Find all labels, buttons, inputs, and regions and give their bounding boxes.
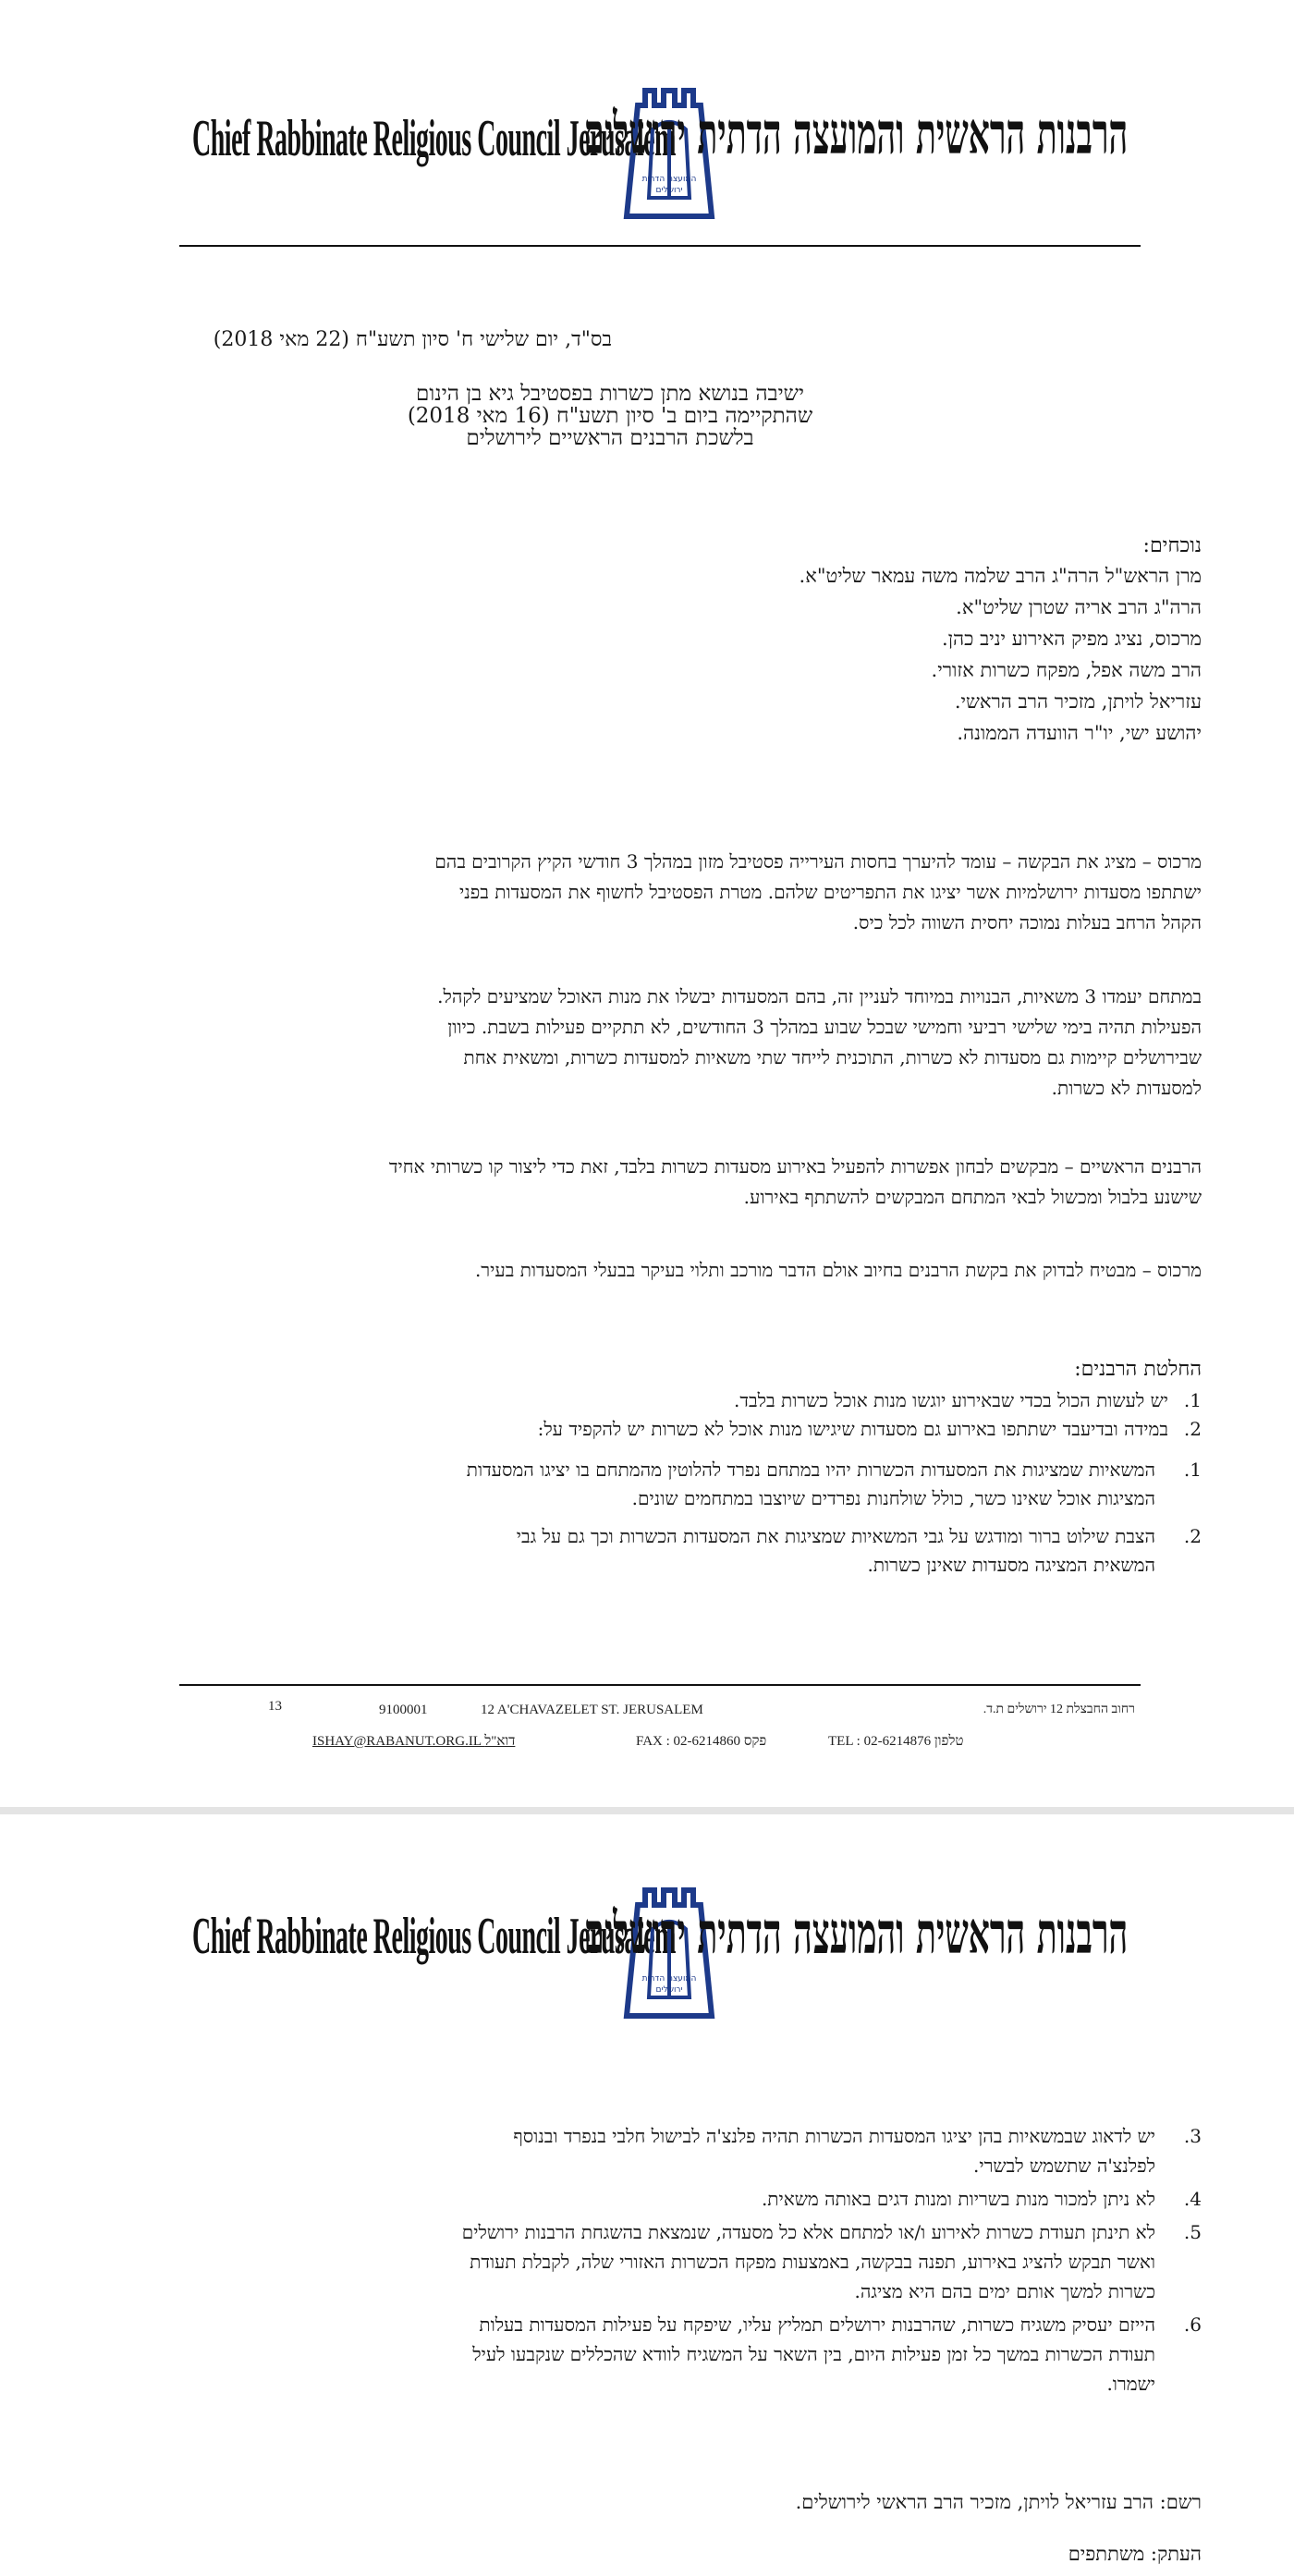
decision-item [166, 1415, 1202, 1444]
decision-text: במידה ובדיעבד ישתתפו באירוע גם מסעדות שיגישו מנות אוכל לא כשרות יש להקפיד על: [537, 1418, 1168, 1440]
meeting-title [351, 383, 869, 449]
footer-email: ISHAY@RABANUT.ORG.IL דוא"ל [312, 1734, 516, 1749]
text-line: הייזם יעסיק משגיח כשרות, שהרבנות ירושלים תמליץ עליו, שיפקח על פעילות המסעדות בעלות [479, 2314, 1155, 2336]
attendee: יהושע ישי, יו"ר הוועדה הממונה. [957, 722, 1202, 744]
text-line: לא תינתן תעודת כשרות לאירוע ו/או למתחם אלא כל מסעדה, שנמצאת בהשגחת הרבנות ירושלים [461, 2221, 1155, 2243]
decision-text [166, 2121, 1155, 2180]
letterhead-hebrew-name: הרבנות הראשית והמועצה הדתית ירושלים [583, 100, 1128, 167]
text-line: המשאיות שמציגות את המסעדות הכשרות יהיו במתחם נפרד להלוטין מהמתחם בו יציגו המסעדות [466, 1459, 1155, 1481]
text-line: יש לדאוג שבמשאיות בהן יציגו המסעדות הכשרות תהיה פלנצ'ה לבישול חלבי בנפרד ובנוסף [513, 2125, 1155, 2147]
decision-item [166, 2121, 1202, 2180]
footer-address-he: רחוב החבצלת 12 ירושלים ת.ד. [983, 1703, 1135, 1716]
attendee: מרכוס, נציג מפיק האירוע יניב כהן. [942, 628, 1202, 650]
attendee: מרן הראש"ל הרה"ג הרב שלמה משה עמאר שליט"א. [799, 565, 1202, 587]
date-line: בס"ד, יום שלישי ח' סיון תשע"ח (22 מאי 2018) [213, 328, 612, 351]
decision-number: 5. [1183, 2221, 1202, 2243]
paragraph-marcus-reply: מרכוס – מבטיח לבדוק את בקשת הרבנים בחיוב אולם הדבר מורכב ותלוי בעיקר בבעלי המסעדות בעיר. [474, 1259, 1202, 1281]
decision-label: החלטת הרבנים: [1074, 1358, 1202, 1381]
logo-caption-1: המועצה הדתית [641, 1974, 697, 1984]
footer-zip: 9100001 [379, 1703, 428, 1717]
sub-decision-text [166, 1456, 1155, 1513]
logo-caption-2: ירושלים [655, 1985, 683, 1995]
sub-decision-list [166, 1456, 1202, 1580]
page-separator [0, 1807, 1294, 1814]
text-line: הקהל הרחב בעלות נמוכה יחסית השווה לכל כיס. [852, 911, 1202, 934]
logo-caption-2: ירושלים [655, 186, 683, 195]
title-line: ישיבה בנושא מתן כשרות בפסטיבל גיא בן הינום [416, 382, 804, 406]
decision-text [166, 2184, 1155, 2214]
letterhead-english-name: Chief Rabbinate Religious Council Jerusalem [192, 110, 676, 167]
attendee: הרה"ג הרב אריה שטרן שליט"א. [956, 596, 1202, 618]
recorded-by: רשם: הרב עזריאל לויתן, מזכיר הרב הראשי לירושלים. [795, 2491, 1202, 2513]
sub-decision-item [166, 1456, 1202, 1513]
text-line: ואשר תבקש להציג באירוע, תפנה בבקשה, באמצעות מפקח הכשרות האזורי שלה, לקבלת תעודת [470, 2251, 1155, 2273]
text-line: לפלנצ'ה שתשמש לבשרי. [972, 2155, 1155, 2177]
decision-number: 3. [1183, 2125, 1202, 2147]
text-line: הצבת שילוט ברור ומודגש על גבי המשאיות שמציגות את המסעדות הכשרות וכך גם על גבי [516, 1525, 1155, 1547]
decision-text [166, 2217, 1155, 2306]
footer-address-en: 12 A'CHAVAZELET ST. JERUSALEM [481, 1703, 703, 1717]
decision-item [166, 2217, 1202, 2306]
decision-item [166, 2310, 1202, 2399]
text-line: שבירושלים קיימות גם מסעדות לא כשרות, התוכנית לייחד שתי משאיות למסעדות כשרות, ומשאית אחת [463, 1046, 1202, 1068]
title-line: בלשכת הרבנים הראשיים לירושלים [466, 426, 754, 450]
text-line: ישתתפו מסעדות ירושלמיות אשר יציגו את התפריטים שלהם. מטרת הפסטיבל לחשוף את המסעדות בפני [459, 881, 1202, 903]
text-line: שישנע בלבול ומכשול לבאי המתחם המבקשים להשתתף באירוע. [743, 1186, 1202, 1208]
text-line: כשרות למשך אותם ימים בהם היא מציגה. [854, 2280, 1155, 2302]
paragraph-marcus-request [166, 847, 1202, 938]
attendee: עזריאל לויתן, מזכיר הרב הראשי. [954, 690, 1202, 713]
sub-decision-number: 2. [1183, 1525, 1202, 1547]
decision-list [166, 1386, 1202, 1444]
text-line: הרבנים הראשיים – מבקשים לבחון אפשרות להפעיל באירוע מסעדות כשרות בלבד, זאת כדי ליצור קו כשרותי אחיד [388, 1155, 1202, 1178]
decision-item [166, 1386, 1202, 1415]
copy-to: העתק: משתתפים [1068, 2543, 1202, 2565]
decision-number: 1. [1183, 1389, 1202, 1411]
attendee-list [555, 560, 1202, 749]
present-label: נוכחים: [1142, 534, 1202, 557]
sub-decision-number: 1. [1183, 1459, 1202, 1481]
text-line: ישמרו. [1106, 2373, 1155, 2395]
text-line: תעודת הכשרות במשך כל זמן פעילות היום, בין השאר על המשגיח לוודא שהכללים שנקבעו לעיל [472, 2343, 1155, 2365]
footer-tel: TEL : 02-6214876 טלפון [828, 1734, 964, 1749]
text-line: מרכוס – מציג את הבקשה – עומד להיערך בחסות העירייה פסטיבל מזון במהלך 3 חודשי הקיץ הקרובים בהם [434, 850, 1202, 873]
footer-fax: FAX : 02-6214860 פקס [636, 1734, 767, 1749]
decision-text: יש לעשות הכול בכדי שבאירוע יוגשו מנות אוכל כשרות בלבד. [734, 1389, 1168, 1411]
paragraph-trucks [166, 982, 1202, 1104]
page-number: 13 [268, 1699, 282, 1714]
text-line: במתחם יעמדו 3 משאיות, הבנויות במיוחד לעניין זה, בהם המסעדות יבשלו את מנות האוכל שמציעים לקהל. [437, 985, 1202, 1007]
logo-caption-1: המועצה הדתית [641, 175, 697, 184]
sub-decision-item [166, 1522, 1202, 1580]
text-line: המשאית המציגה מסעדות שאינן כשרות. [867, 1554, 1155, 1576]
footer-rule [179, 1684, 1141, 1686]
text-line: המציגות אוכל שאינו כשר, כולל שולחנות נפרדים שיוצבו במתחמים שונים. [631, 1487, 1155, 1509]
paragraph-chief-rabbis [166, 1152, 1202, 1213]
text-line: למסעדות לא כשרות. [1051, 1077, 1202, 1099]
decision-text [166, 2310, 1155, 2399]
decision-number: 6. [1183, 2314, 1202, 2336]
text-line: לא ניתן למכור מנות בשריות ומנות דגים באותה משאית. [761, 2188, 1155, 2210]
decision-number: 2. [1183, 1418, 1202, 1440]
sub-decision-text [166, 1522, 1155, 1580]
decision-number: 4. [1183, 2188, 1202, 2210]
letterhead-hebrew-name: הרבנות הראשית והמועצה הדתית ירושלים [583, 1899, 1128, 1967]
letterhead-rule [179, 245, 1141, 247]
title-line: שהתקיימה ביום ב' סיון תשע"ח (16 מאי 2018) [407, 404, 813, 428]
attendee: הרב משה אפל, מפקח כשרות אזורי. [931, 659, 1202, 681]
decision-list-continued [166, 2121, 1202, 2399]
document-page-2 [0, 1814, 1294, 2576]
decision-item [166, 2184, 1202, 2214]
text-line: הפעילות תהיה בימי שלישי רביעי וחמישי שבכל שבוע במהלך 3 החודשים, לא תתקיים פעילות בשבת. כיוון [447, 1016, 1202, 1038]
letterhead-english-name: Chief Rabbinate Religious Council Jerusalem [192, 1908, 676, 1965]
